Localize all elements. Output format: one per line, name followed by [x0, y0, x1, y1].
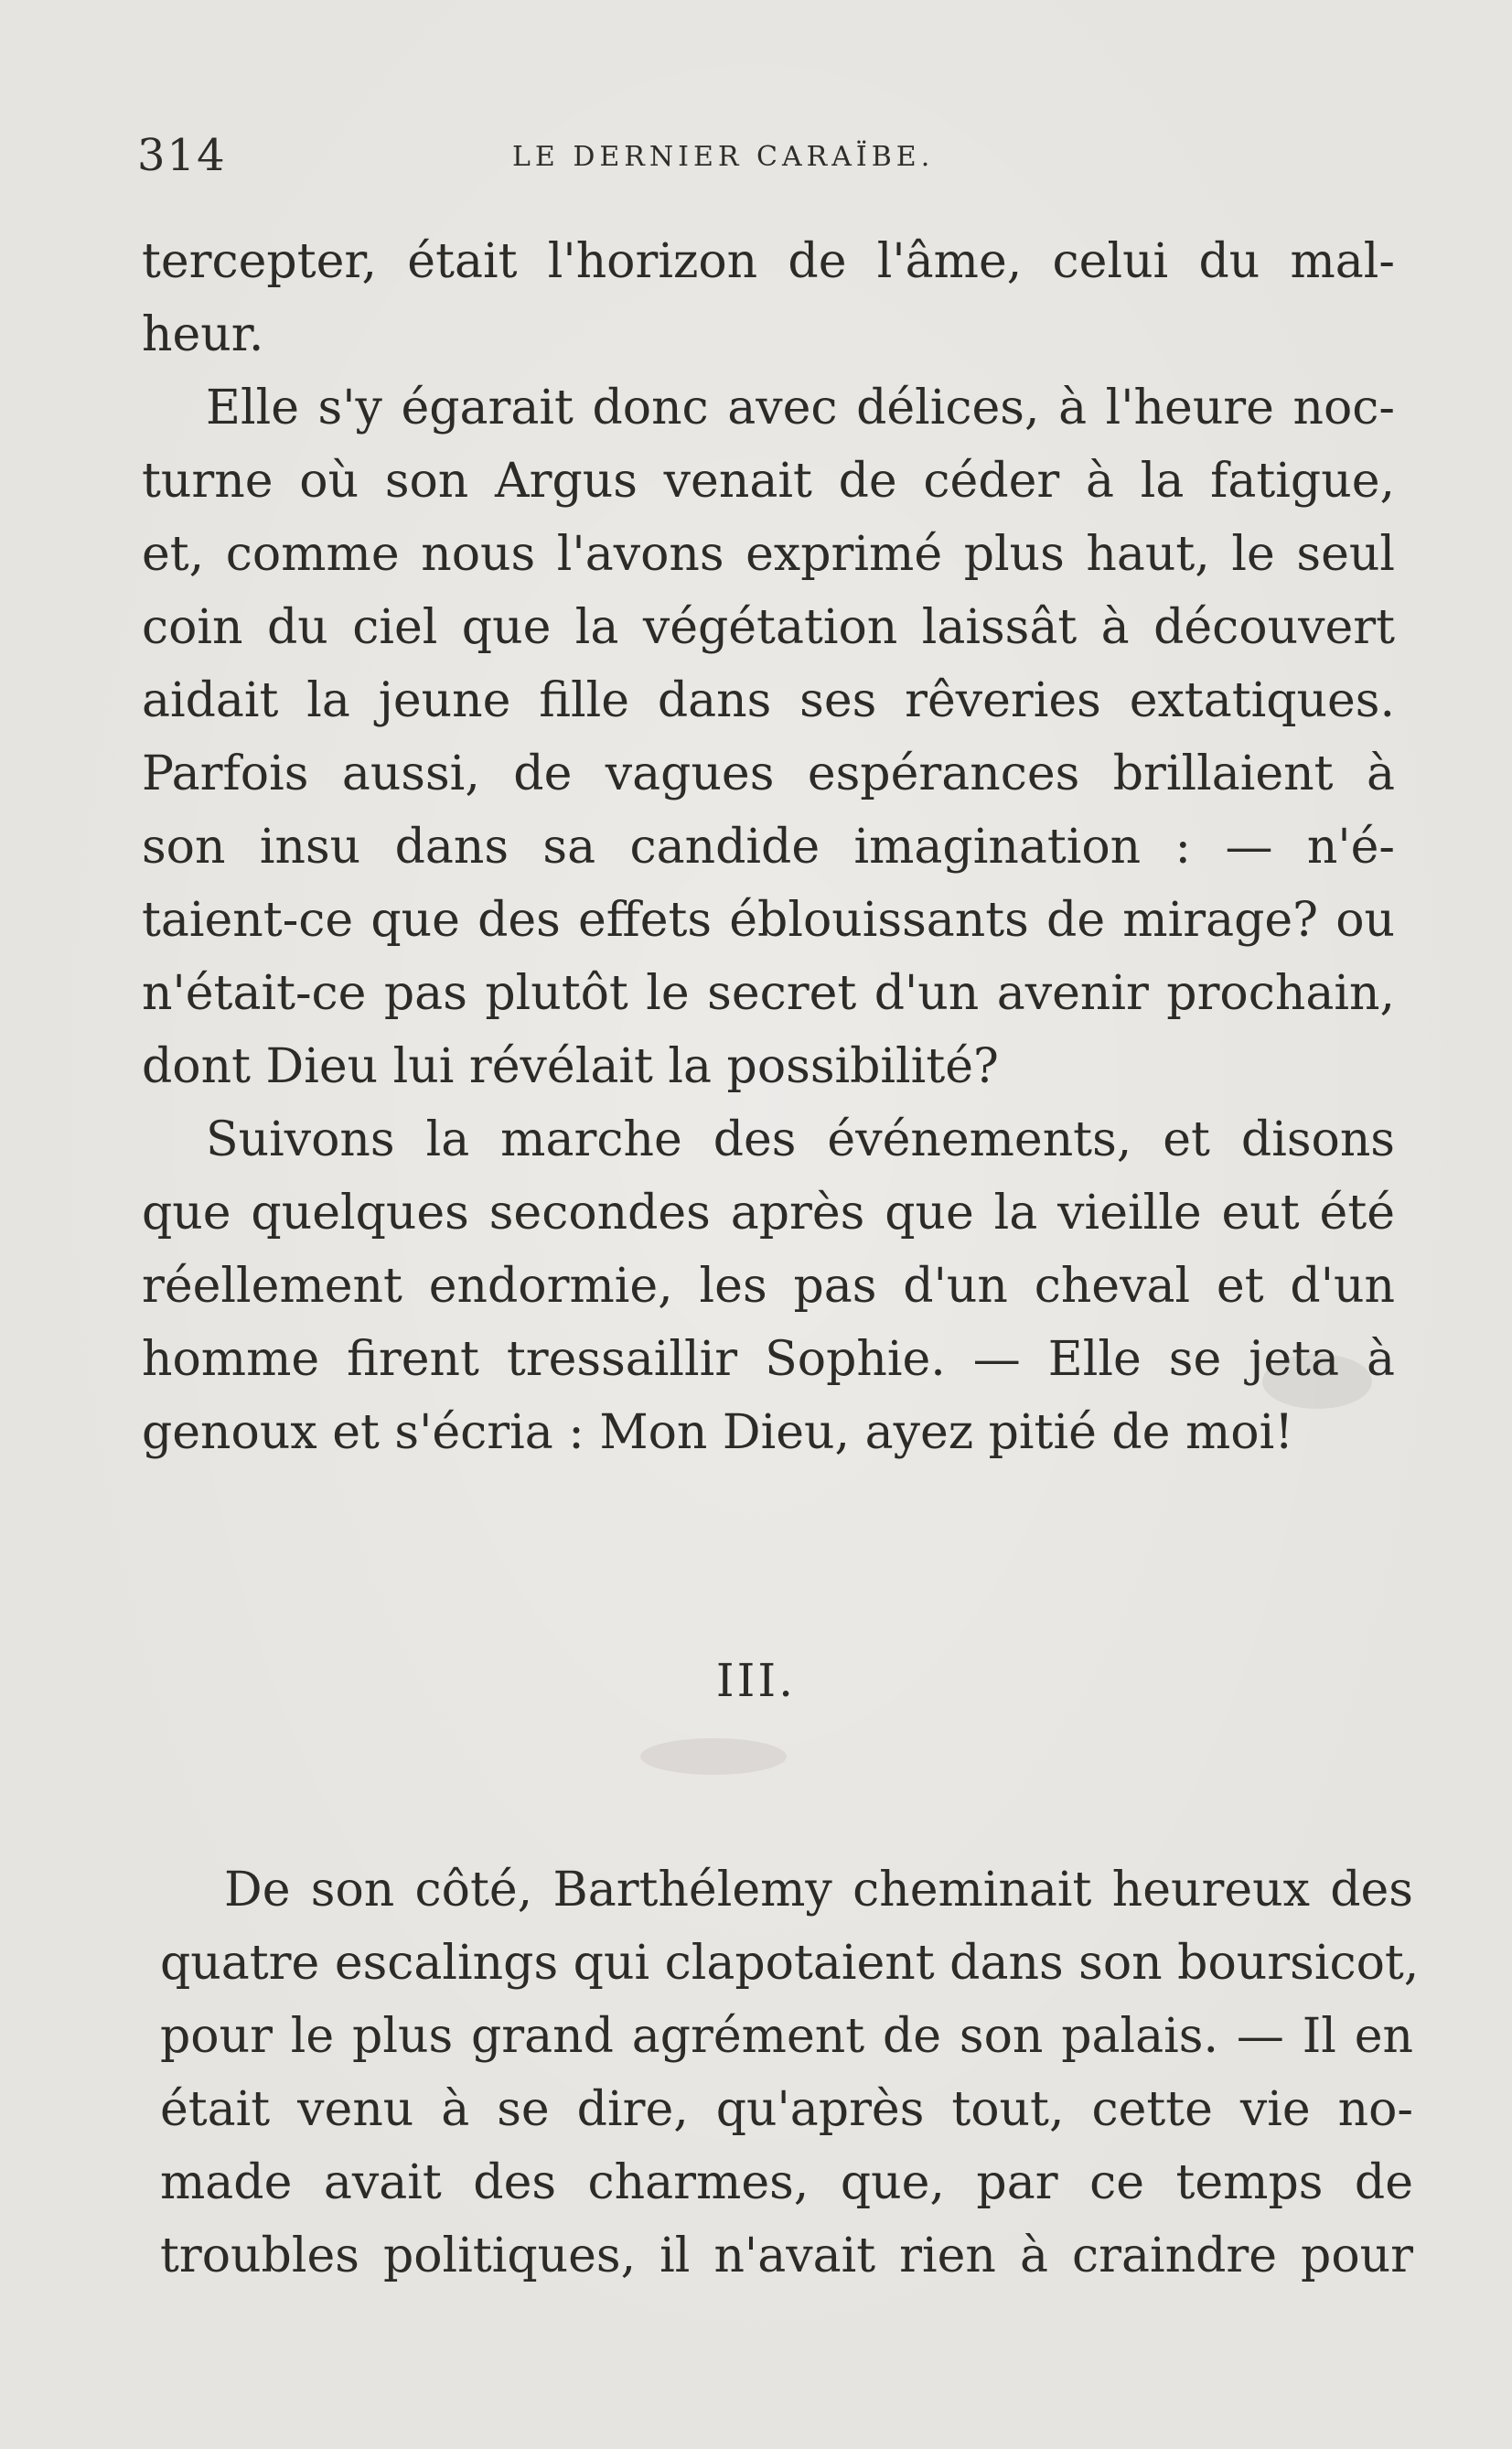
book-title: LE DERNIER CARAÏBE. — [512, 141, 935, 173]
text-line: pour le plus grand agrément de son palais. — Il en — [160, 2009, 1413, 2064]
text-line: était venu à se dire, qu'après tout, cette vie no- — [160, 2082, 1413, 2137]
section-heading: III. — [715, 1654, 797, 1707]
running-head — [137, 130, 1399, 185]
text-line: quatre escalings qui clapotaient dans son boursicot, — [160, 1936, 1420, 1991]
text-line: troubles politiques, il n'avait rien à craindre pour — [160, 2229, 1413, 2283]
text-line: made avait des charmes, que, par ce temps de — [160, 2155, 1413, 2210]
text-line: genoux et s'écria : Mon Dieu, ayez pitié de moi! — [142, 1405, 1294, 1460]
text-line: que quelques secondes après que la vieille eut été — [142, 1186, 1395, 1241]
text-line: Suivons la marche des événements, et disons — [206, 1112, 1395, 1167]
text-line: son insu dans sa candide imagination : — n'é- — [142, 820, 1395, 875]
text-line: n'était-ce pas plutôt le secret d'un avenir prochain, — [142, 966, 1395, 1021]
text-line: taient-ce que des effets éblouissants de mirage? ou — [142, 893, 1395, 948]
text-line: aidait la jeune fille dans ses rêveries extatiques. — [142, 673, 1395, 728]
text-line: homme firent tressaillir Sophie. — Elle se jeta à — [142, 1332, 1395, 1387]
text-line: De son côté, Barthélemy cheminait heureux des — [224, 1863, 1413, 1917]
text-line: heur. — [142, 307, 264, 362]
text-line: Elle s'y égarait donc avec délices, à l'heure noc- — [206, 381, 1395, 435]
text-line: Parfois aussi, de vagues espérances brillaient à — [142, 747, 1395, 801]
text-block-top — [142, 225, 1395, 1469]
text-line: coin du ciel que la végétation laissât à découvert — [142, 600, 1395, 655]
text-block-bottom — [160, 1853, 1420, 2293]
page-number: 314 — [137, 130, 227, 181]
text-line: tercepter, était l'horizon de l'âme, celui du mal- — [142, 234, 1395, 289]
text-line: réellement endormie, les pas d'un cheval et d'un — [142, 1259, 1395, 1314]
text-line: et, comme nous l'avons exprimé plus haut, le seul — [142, 527, 1395, 582]
text-line: dont Dieu lui révélait la possibilité? — [142, 1039, 999, 1094]
text-line: turne où son Argus venait de céder à la fatigue, — [142, 454, 1395, 509]
paper-stain — [640, 1738, 787, 1775]
